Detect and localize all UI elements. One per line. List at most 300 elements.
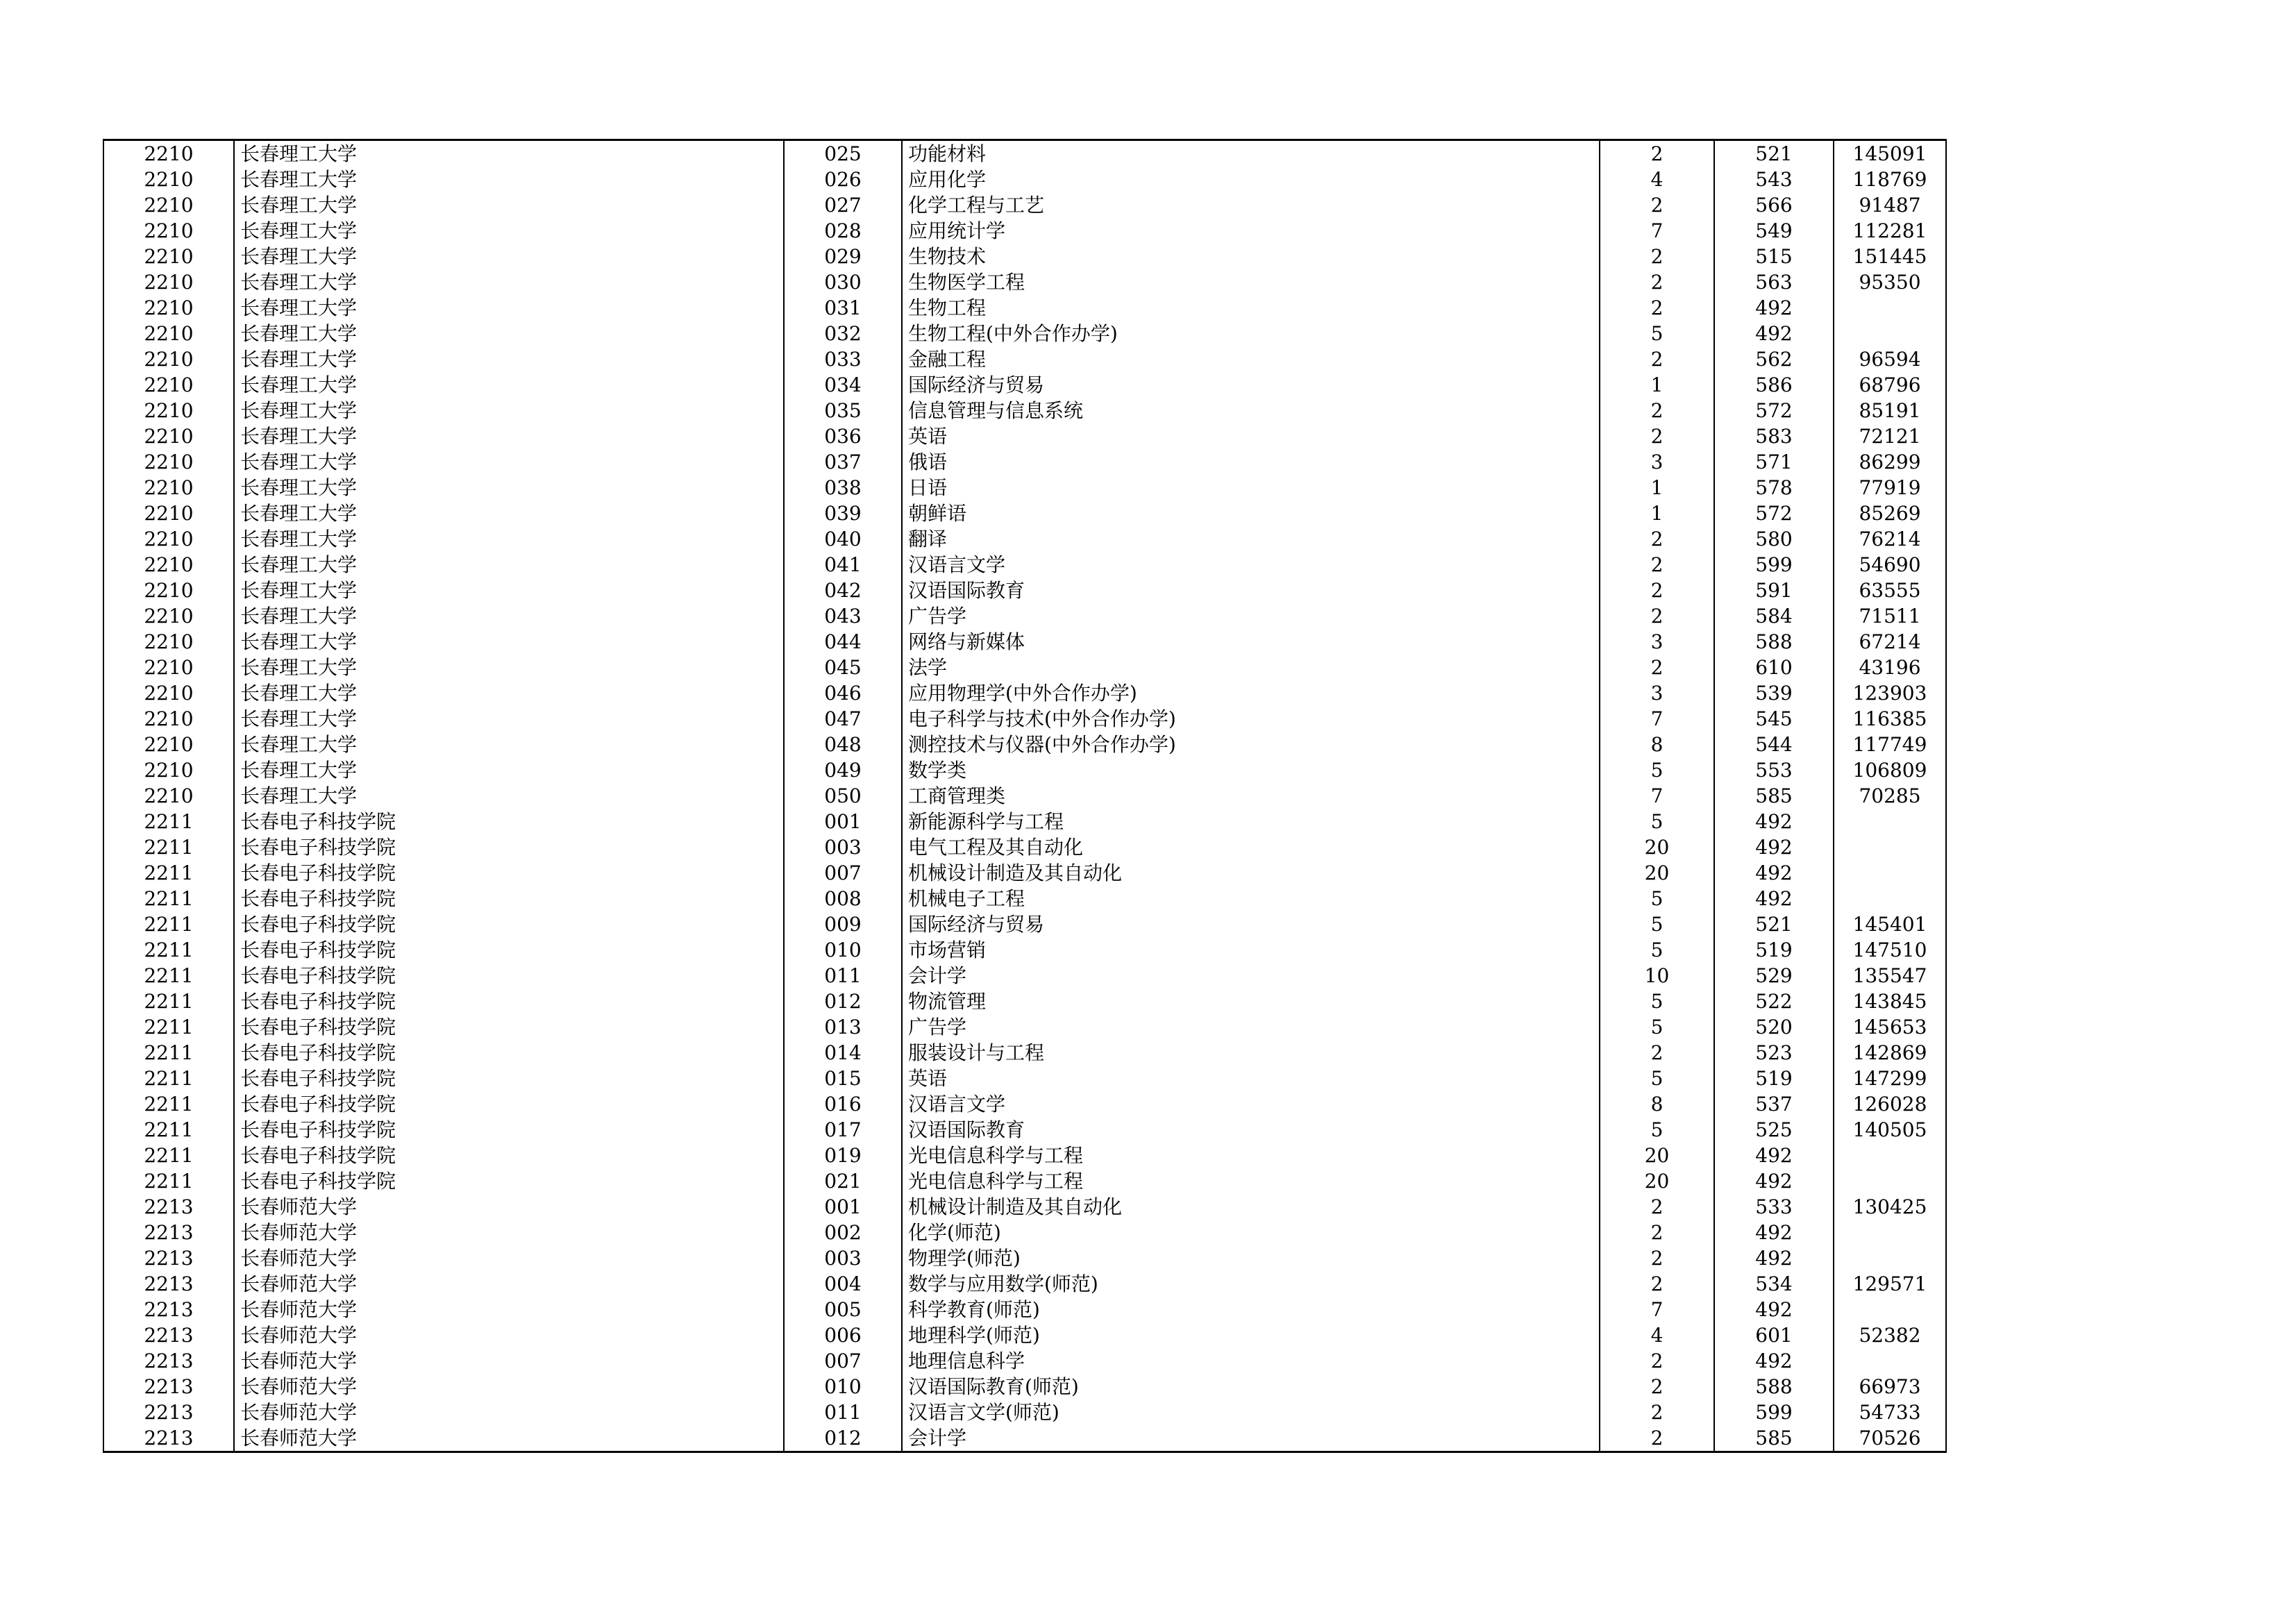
major-code-cell: 036 <box>784 423 902 449</box>
school-name-cell: 长春理工大学 <box>234 295 784 321</box>
major-code-cell: 030 <box>784 269 902 295</box>
min-rank-cell: 142869 <box>1834 1040 1946 1066</box>
plan-count-cell: 3 <box>1600 680 1714 706</box>
table-row <box>103 757 1946 783</box>
min-score-cell: 544 <box>1714 732 1834 757</box>
major-name-cell: 物流管理 <box>902 989 1600 1014</box>
major-name-cell: 汉语言文学 <box>902 552 1600 578</box>
major-name-cell: 服装设计与工程 <box>902 1040 1600 1066</box>
table-row <box>103 372 1946 398</box>
major-code-cell: 025 <box>784 140 902 167</box>
major-name-cell: 生物技术 <box>902 244 1600 269</box>
min-score-cell: 586 <box>1714 372 1834 398</box>
school-code-cell: 2210 <box>103 475 234 501</box>
school-code-cell: 2211 <box>103 1168 234 1194</box>
major-name-cell: 市场营销 <box>902 937 1600 963</box>
table-row <box>103 295 1946 321</box>
min-score-cell: 529 <box>1714 963 1834 989</box>
school-code-cell: 2210 <box>103 783 234 809</box>
min-score-cell: 566 <box>1714 192 1834 218</box>
min-score-cell: 519 <box>1714 1066 1834 1091</box>
table-row <box>103 244 1946 269</box>
min-rank-cell: 91487 <box>1834 192 1946 218</box>
plan-count-cell: 7 <box>1600 706 1714 732</box>
plan-count-cell: 5 <box>1600 757 1714 783</box>
min-score-cell: 588 <box>1714 629 1834 655</box>
major-code-cell: 032 <box>784 321 902 346</box>
school-name-cell: 长春电子科技学院 <box>234 1040 784 1066</box>
min-rank-cell <box>1834 295 1946 321</box>
major-name-cell: 汉语国际教育 <box>902 578 1600 603</box>
plan-count-cell: 2 <box>1600 526 1714 552</box>
school-name-cell: 长春电子科技学院 <box>234 911 784 937</box>
major-name-cell: 会计学 <box>902 963 1600 989</box>
major-code-cell: 027 <box>784 192 902 218</box>
min-score-cell: 521 <box>1714 140 1834 167</box>
major-name-cell: 信息管理与信息系统 <box>902 398 1600 423</box>
major-name-cell: 英语 <box>902 1066 1600 1091</box>
plan-count-cell: 2 <box>1600 346 1714 372</box>
plan-count-cell: 2 <box>1600 192 1714 218</box>
plan-count-cell: 2 <box>1600 1374 1714 1399</box>
school-code-cell: 2213 <box>103 1271 234 1297</box>
school-code-cell: 2210 <box>103 140 234 167</box>
plan-count-cell: 2 <box>1600 1245 1714 1271</box>
major-code-cell: 038 <box>784 475 902 501</box>
school-name-cell: 长春理工大学 <box>234 629 784 655</box>
min-rank-cell: 130425 <box>1834 1194 1946 1220</box>
min-score-cell: 492 <box>1714 1348 1834 1374</box>
table-row <box>103 860 1946 886</box>
major-name-cell: 汉语国际教育 <box>902 1117 1600 1143</box>
table-row <box>103 578 1946 603</box>
school-code-cell: 2211 <box>103 809 234 834</box>
plan-count-cell: 20 <box>1600 834 1714 860</box>
school-name-cell: 长春师范大学 <box>234 1297 784 1322</box>
major-code-cell: 002 <box>784 1220 902 1245</box>
school-code-cell: 2210 <box>103 398 234 423</box>
major-name-cell: 地理信息科学 <box>902 1348 1600 1374</box>
min-score-cell: 545 <box>1714 706 1834 732</box>
major-name-cell: 化学(师范) <box>902 1220 1600 1245</box>
plan-count-cell: 5 <box>1600 989 1714 1014</box>
major-name-cell: 应用统计学 <box>902 218 1600 244</box>
plan-count-cell: 2 <box>1600 1220 1714 1245</box>
table-row <box>103 192 1946 218</box>
school-code-cell: 2213 <box>103 1425 234 1452</box>
major-name-cell: 生物工程(中外合作办学) <box>902 321 1600 346</box>
min-rank-cell: 129571 <box>1834 1271 1946 1297</box>
min-rank-cell: 143845 <box>1834 989 1946 1014</box>
min-score-cell: 492 <box>1714 1245 1834 1271</box>
school-code-cell: 2211 <box>103 1040 234 1066</box>
min-rank-cell: 85191 <box>1834 398 1946 423</box>
major-name-cell: 俄语 <box>902 449 1600 475</box>
school-name-cell: 长春理工大学 <box>234 244 784 269</box>
major-code-cell: 021 <box>784 1168 902 1194</box>
school-name-cell: 长春理工大学 <box>234 423 784 449</box>
major-code-cell: 041 <box>784 552 902 578</box>
major-name-cell: 光电信息科学与工程 <box>902 1143 1600 1168</box>
min-score-cell: 553 <box>1714 757 1834 783</box>
table-row <box>103 552 1946 578</box>
school-name-cell: 长春理工大学 <box>234 346 784 372</box>
table-row <box>103 1245 1946 1271</box>
plan-count-cell: 7 <box>1600 218 1714 244</box>
school-name-cell: 长春理工大学 <box>234 680 784 706</box>
plan-count-cell: 7 <box>1600 783 1714 809</box>
school-code-cell: 2211 <box>103 1091 234 1117</box>
major-name-cell: 新能源科学与工程 <box>902 809 1600 834</box>
table-body <box>103 140 1946 1452</box>
min-score-cell: 539 <box>1714 680 1834 706</box>
min-rank-cell: 145091 <box>1834 140 1946 167</box>
major-name-cell: 机械设计制造及其自动化 <box>902 1194 1600 1220</box>
min-rank-cell: 96594 <box>1834 346 1946 372</box>
school-name-cell: 长春电子科技学院 <box>234 860 784 886</box>
table-row <box>103 1168 1946 1194</box>
plan-count-cell: 1 <box>1600 501 1714 526</box>
school-name-cell: 长春师范大学 <box>234 1194 784 1220</box>
school-code-cell: 2211 <box>103 1143 234 1168</box>
school-name-cell: 长春电子科技学院 <box>234 1143 784 1168</box>
table-row <box>103 167 1946 192</box>
school-name-cell: 长春理工大学 <box>234 372 784 398</box>
min-score-cell: 591 <box>1714 578 1834 603</box>
school-name-cell: 长春电子科技学院 <box>234 1117 784 1143</box>
min-rank-cell: 86299 <box>1834 449 1946 475</box>
major-name-cell: 科学教育(师范) <box>902 1297 1600 1322</box>
school-code-cell: 2211 <box>103 1014 234 1040</box>
table-row <box>103 732 1946 757</box>
school-code-cell: 2211 <box>103 963 234 989</box>
major-name-cell: 朝鲜语 <box>902 501 1600 526</box>
min-score-cell: 585 <box>1714 1425 1834 1452</box>
min-score-cell: 492 <box>1714 295 1834 321</box>
min-score-cell: 562 <box>1714 346 1834 372</box>
major-code-cell: 039 <box>784 501 902 526</box>
plan-count-cell: 5 <box>1600 1117 1714 1143</box>
min-score-cell: 523 <box>1714 1040 1834 1066</box>
school-code-cell: 2213 <box>103 1374 234 1399</box>
school-code-cell: 2210 <box>103 732 234 757</box>
major-name-cell: 测控技术与仪器(中外合作办学) <box>902 732 1600 757</box>
school-name-cell: 长春电子科技学院 <box>234 963 784 989</box>
min-rank-cell: 116385 <box>1834 706 1946 732</box>
plan-count-cell: 5 <box>1600 1066 1714 1091</box>
major-name-cell: 国际经济与贸易 <box>902 372 1600 398</box>
school-code-cell: 2211 <box>103 834 234 860</box>
school-name-cell: 长春理工大学 <box>234 321 784 346</box>
table-row <box>103 1374 1946 1399</box>
school-code-cell: 2210 <box>103 423 234 449</box>
plan-count-cell: 5 <box>1600 809 1714 834</box>
school-code-cell: 2210 <box>103 757 234 783</box>
min-rank-cell: 145653 <box>1834 1014 1946 1040</box>
plan-count-cell: 2 <box>1600 578 1714 603</box>
table-row <box>103 1117 1946 1143</box>
school-code-cell: 2210 <box>103 269 234 295</box>
major-code-cell: 047 <box>784 706 902 732</box>
min-rank-cell: 70285 <box>1834 783 1946 809</box>
school-name-cell: 长春电子科技学院 <box>234 809 784 834</box>
major-code-cell: 001 <box>784 809 902 834</box>
school-code-cell: 2213 <box>103 1245 234 1271</box>
min-score-cell: 583 <box>1714 423 1834 449</box>
min-rank-cell: 68796 <box>1834 372 1946 398</box>
school-name-cell: 长春理工大学 <box>234 655 784 680</box>
plan-count-cell: 3 <box>1600 629 1714 655</box>
plan-count-cell: 2 <box>1600 655 1714 680</box>
plan-count-cell: 20 <box>1600 860 1714 886</box>
table-row <box>103 1297 1946 1322</box>
min-rank-cell: 76214 <box>1834 526 1946 552</box>
min-rank-cell: 95350 <box>1834 269 1946 295</box>
table-row <box>103 603 1946 629</box>
table-row <box>103 346 1946 372</box>
major-code-cell: 007 <box>784 1348 902 1374</box>
major-name-cell: 电气工程及其自动化 <box>902 834 1600 860</box>
min-score-cell: 525 <box>1714 1117 1834 1143</box>
min-score-cell: 492 <box>1714 886 1834 911</box>
school-name-cell: 长春理工大学 <box>234 398 784 423</box>
school-code-cell: 2211 <box>103 860 234 886</box>
school-name-cell: 长春理工大学 <box>234 603 784 629</box>
school-code-cell: 2210 <box>103 449 234 475</box>
plan-count-cell: 1 <box>1600 372 1714 398</box>
school-code-cell: 2210 <box>103 680 234 706</box>
major-code-cell: 012 <box>784 1425 902 1452</box>
plan-count-cell: 5 <box>1600 911 1714 937</box>
major-name-cell: 会计学 <box>902 1425 1600 1452</box>
major-code-cell: 012 <box>784 989 902 1014</box>
min-score-cell: 492 <box>1714 1168 1834 1194</box>
min-score-cell: 492 <box>1714 809 1834 834</box>
major-name-cell: 广告学 <box>902 1014 1600 1040</box>
school-code-cell: 2213 <box>103 1399 234 1425</box>
major-name-cell: 翻译 <box>902 526 1600 552</box>
min-score-cell: 580 <box>1714 526 1834 552</box>
min-rank-cell: 126028 <box>1834 1091 1946 1117</box>
min-score-cell: 492 <box>1714 1143 1834 1168</box>
major-code-cell: 043 <box>784 603 902 629</box>
school-name-cell: 长春师范大学 <box>234 1322 784 1348</box>
school-name-cell: 长春理工大学 <box>234 475 784 501</box>
plan-count-cell: 2 <box>1600 1425 1714 1452</box>
school-name-cell: 长春理工大学 <box>234 167 784 192</box>
major-code-cell: 011 <box>784 963 902 989</box>
school-name-cell: 长春师范大学 <box>234 1425 784 1452</box>
table-row <box>103 886 1946 911</box>
plan-count-cell: 3 <box>1600 449 1714 475</box>
major-name-cell: 数学与应用数学(师范) <box>902 1271 1600 1297</box>
school-code-cell: 2210 <box>103 578 234 603</box>
major-name-cell: 机械设计制造及其自动化 <box>902 860 1600 886</box>
min-score-cell: 522 <box>1714 989 1834 1014</box>
table-row <box>103 321 1946 346</box>
major-code-cell: 045 <box>784 655 902 680</box>
school-name-cell: 长春理工大学 <box>234 526 784 552</box>
plan-count-cell: 4 <box>1600 167 1714 192</box>
major-name-cell: 应用物理学(中外合作办学) <box>902 680 1600 706</box>
school-name-cell: 长春师范大学 <box>234 1271 784 1297</box>
min-score-cell: 572 <box>1714 501 1834 526</box>
major-name-cell: 机械电子工程 <box>902 886 1600 911</box>
major-code-cell: 016 <box>784 1091 902 1117</box>
major-name-cell: 数学类 <box>902 757 1600 783</box>
school-code-cell: 2211 <box>103 989 234 1014</box>
school-code-cell: 2210 <box>103 526 234 552</box>
major-name-cell: 网络与新媒体 <box>902 629 1600 655</box>
table-row <box>103 963 1946 989</box>
min-rank-cell <box>1834 1168 1946 1194</box>
min-rank-cell: 71511 <box>1834 603 1946 629</box>
major-name-cell: 金融工程 <box>902 346 1600 372</box>
school-name-cell: 长春电子科技学院 <box>234 1168 784 1194</box>
table-row <box>103 449 1946 475</box>
major-code-cell: 040 <box>784 526 902 552</box>
table-row <box>103 989 1946 1014</box>
min-score-cell: 533 <box>1714 1194 1834 1220</box>
min-score-cell: 492 <box>1714 834 1834 860</box>
plan-count-cell: 20 <box>1600 1143 1714 1168</box>
major-name-cell: 汉语言文学(师范) <box>902 1399 1600 1425</box>
major-name-cell: 工商管理类 <box>902 783 1600 809</box>
major-code-cell: 048 <box>784 732 902 757</box>
table-row <box>103 680 1946 706</box>
major-code-cell: 007 <box>784 860 902 886</box>
school-code-cell: 2210 <box>103 295 234 321</box>
major-code-cell: 042 <box>784 578 902 603</box>
major-code-cell: 014 <box>784 1040 902 1066</box>
min-rank-cell: 118769 <box>1834 167 1946 192</box>
min-score-cell: 584 <box>1714 603 1834 629</box>
school-name-cell: 长春师范大学 <box>234 1220 784 1245</box>
table-row <box>103 1066 1946 1091</box>
major-code-cell: 015 <box>784 1066 902 1091</box>
min-rank-cell <box>1834 860 1946 886</box>
min-rank-cell: 72121 <box>1834 423 1946 449</box>
major-name-cell: 汉语国际教育(师范) <box>902 1374 1600 1399</box>
min-score-cell: 492 <box>1714 860 1834 886</box>
min-rank-cell: 66973 <box>1834 1374 1946 1399</box>
school-code-cell: 2210 <box>103 244 234 269</box>
min-score-cell: 599 <box>1714 1399 1834 1425</box>
min-rank-cell: 151445 <box>1834 244 1946 269</box>
min-score-cell: 599 <box>1714 552 1834 578</box>
school-name-cell: 长春电子科技学院 <box>234 834 784 860</box>
min-score-cell: 492 <box>1714 321 1834 346</box>
table-row <box>103 475 1946 501</box>
major-code-cell: 001 <box>784 1194 902 1220</box>
school-name-cell: 长春理工大学 <box>234 501 784 526</box>
school-name-cell: 长春理工大学 <box>234 783 784 809</box>
school-code-cell: 2210 <box>103 218 234 244</box>
major-code-cell: 029 <box>784 244 902 269</box>
min-rank-cell: 135547 <box>1834 963 1946 989</box>
min-score-cell: 572 <box>1714 398 1834 423</box>
table-row <box>103 423 1946 449</box>
school-code-cell: 2210 <box>103 629 234 655</box>
table-row <box>103 140 1946 167</box>
school-code-cell: 2211 <box>103 911 234 937</box>
plan-count-cell: 2 <box>1600 398 1714 423</box>
major-code-cell: 011 <box>784 1399 902 1425</box>
major-name-cell: 国际经济与贸易 <box>902 911 1600 937</box>
major-name-cell: 广告学 <box>902 603 1600 629</box>
min-rank-cell <box>1834 1143 1946 1168</box>
plan-count-cell: 2 <box>1600 1348 1714 1374</box>
min-score-cell: 492 <box>1714 1297 1834 1322</box>
plan-count-cell: 5 <box>1600 1014 1714 1040</box>
min-score-cell: 515 <box>1714 244 1834 269</box>
major-code-cell: 049 <box>784 757 902 783</box>
min-rank-cell: 112281 <box>1834 218 1946 244</box>
major-code-cell: 033 <box>784 346 902 372</box>
table-row <box>103 1425 1946 1452</box>
major-name-cell: 汉语言文学 <box>902 1091 1600 1117</box>
min-score-cell: 519 <box>1714 937 1834 963</box>
table-row <box>103 1399 1946 1425</box>
major-code-cell: 044 <box>784 629 902 655</box>
school-name-cell: 长春理工大学 <box>234 140 784 167</box>
plan-count-cell: 5 <box>1600 886 1714 911</box>
major-code-cell: 010 <box>784 937 902 963</box>
school-code-cell: 2210 <box>103 192 234 218</box>
school-code-cell: 2213 <box>103 1322 234 1348</box>
min-score-cell: 549 <box>1714 218 1834 244</box>
school-code-cell: 2213 <box>103 1297 234 1322</box>
major-name-cell: 生物医学工程 <box>902 269 1600 295</box>
school-name-cell: 长春电子科技学院 <box>234 937 784 963</box>
school-name-cell: 长春理工大学 <box>234 578 784 603</box>
min-rank-cell: 77919 <box>1834 475 1946 501</box>
major-name-cell: 电子科学与技术(中外合作办学) <box>902 706 1600 732</box>
school-name-cell: 长春理工大学 <box>234 192 784 218</box>
school-name-cell: 长春理工大学 <box>234 757 784 783</box>
school-code-cell: 2210 <box>103 655 234 680</box>
plan-count-cell: 2 <box>1600 423 1714 449</box>
major-code-cell: 010 <box>784 1374 902 1399</box>
major-name-cell: 法学 <box>902 655 1600 680</box>
min-rank-cell <box>1834 1297 1946 1322</box>
min-score-cell: 588 <box>1714 1374 1834 1399</box>
major-code-cell: 037 <box>784 449 902 475</box>
school-name-cell: 长春电子科技学院 <box>234 1014 784 1040</box>
school-code-cell: 2211 <box>103 937 234 963</box>
min-rank-cell: 43196 <box>1834 655 1946 680</box>
table-row <box>103 783 1946 809</box>
major-code-cell: 046 <box>784 680 902 706</box>
min-rank-cell: 123903 <box>1834 680 1946 706</box>
school-name-cell: 长春师范大学 <box>234 1245 784 1271</box>
min-rank-cell: 54733 <box>1834 1399 1946 1425</box>
table-row <box>103 269 1946 295</box>
min-rank-cell: 70526 <box>1834 1425 1946 1452</box>
min-score-cell: 585 <box>1714 783 1834 809</box>
major-code-cell: 004 <box>784 1271 902 1297</box>
major-name-cell: 生物工程 <box>902 295 1600 321</box>
major-code-cell: 034 <box>784 372 902 398</box>
school-name-cell: 长春理工大学 <box>234 218 784 244</box>
min-rank-cell <box>1834 834 1946 860</box>
major-code-cell: 035 <box>784 398 902 423</box>
table-row <box>103 809 1946 834</box>
plan-count-cell: 5 <box>1600 937 1714 963</box>
min-rank-cell: 54690 <box>1834 552 1946 578</box>
min-rank-cell <box>1834 809 1946 834</box>
school-code-cell: 2210 <box>103 167 234 192</box>
